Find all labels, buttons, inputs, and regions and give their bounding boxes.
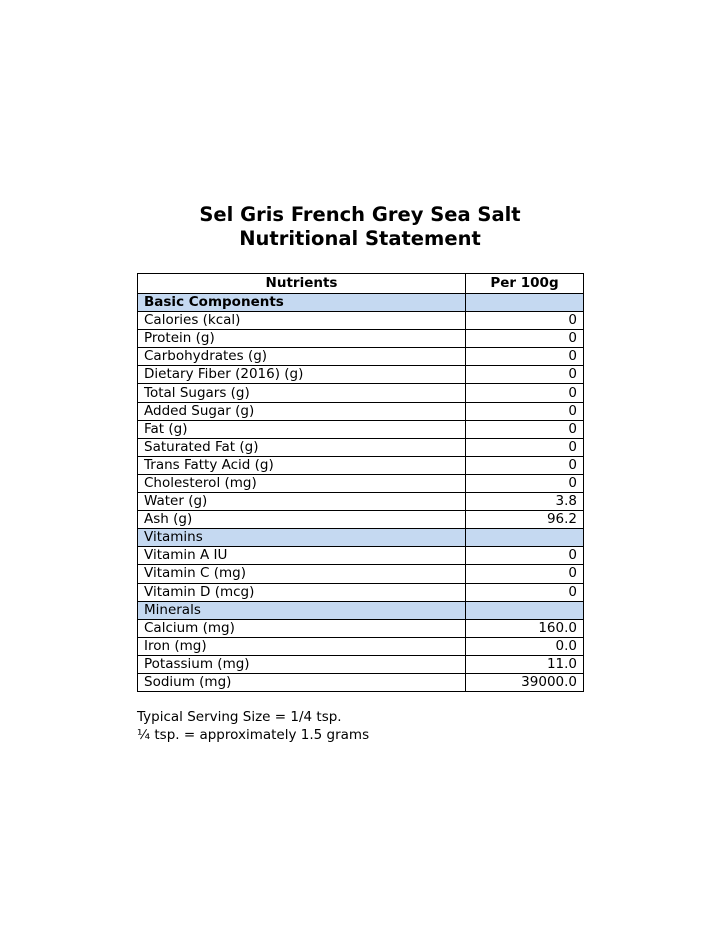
nutrient-value: 0.0: [466, 637, 584, 655]
nutrient-value: 0: [466, 583, 584, 601]
section-row-vitamins: [138, 529, 584, 547]
nutrient-name: Calories (kcal): [138, 312, 466, 330]
section-empty-cell: [466, 529, 584, 547]
nutrient-name: Protein (g): [138, 330, 466, 348]
nutrient-value: 0: [466, 456, 584, 474]
document-subtitle: Nutritional Statement: [239, 227, 481, 250]
table-row: [138, 583, 584, 601]
table-row: [138, 438, 584, 456]
nutrient-value: 0: [466, 402, 584, 420]
nutrient-name: Water (g): [138, 493, 466, 511]
nutrient-name: Added Sugar (g): [138, 402, 466, 420]
nutrient-value: 0: [466, 474, 584, 492]
section-label: Vitamins: [138, 529, 466, 547]
nutrient-name: Total Sugars (g): [138, 384, 466, 402]
table-row: [138, 330, 584, 348]
section-row-minerals: [138, 601, 584, 619]
table-row: [138, 366, 584, 384]
table-row: [138, 493, 584, 511]
nutrient-name: Dietary Fiber (2016) (g): [138, 366, 466, 384]
section-empty-cell: [466, 601, 584, 619]
nutrient-name: Vitamin C (mg): [138, 565, 466, 583]
table-row: [138, 619, 584, 637]
table-row: [138, 673, 584, 691]
document-title: Sel Gris French Grey Sea Salt: [199, 203, 521, 226]
section-label: Minerals: [138, 601, 466, 619]
nutrient-value: 0: [466, 348, 584, 366]
table-row: [138, 474, 584, 492]
table-row: [138, 420, 584, 438]
table-row: [138, 655, 584, 673]
table-row: [138, 384, 584, 402]
table-row: [138, 637, 584, 655]
nutrient-value: 0: [466, 330, 584, 348]
nutrient-name: Potassium (mg): [138, 655, 466, 673]
section-label: Basic Components: [138, 294, 466, 312]
nutrient-name: Fat (g): [138, 420, 466, 438]
table-row: [138, 511, 584, 529]
nutrient-value: 96.2: [466, 511, 584, 529]
nutrient-value: 0: [466, 438, 584, 456]
nutrient-name: Carbohydrates (g): [138, 348, 466, 366]
table-row: [138, 565, 584, 583]
table-row: [138, 547, 584, 565]
nutrient-value: 3.8: [466, 493, 584, 511]
nutrient-value: 0: [466, 420, 584, 438]
table-row: [138, 402, 584, 420]
section-empty-cell: [466, 294, 584, 312]
nutrient-value: 39000.0: [466, 673, 584, 691]
header-per-100g: Per 100g: [466, 274, 584, 294]
table-row: [138, 456, 584, 474]
nutrient-name: Calcium (mg): [138, 619, 466, 637]
nutrient-value: 0: [466, 565, 584, 583]
nutrient-name: Ash (g): [138, 511, 466, 529]
header-nutrients: Nutrients: [138, 274, 466, 294]
nutrient-value: 11.0: [466, 655, 584, 673]
serving-size-note: Typical Serving Size = 1/4 tsp.: [137, 709, 342, 725]
nutrition-table: [137, 273, 584, 692]
nutrient-name: Cholesterol (mg): [138, 474, 466, 492]
section-row-basic-components: [138, 294, 584, 312]
nutrient-name: Trans Fatty Acid (g): [138, 456, 466, 474]
nutrient-value: 0: [466, 547, 584, 565]
nutrient-name: Saturated Fat (g): [138, 438, 466, 456]
table-header-row: [138, 274, 584, 294]
nutrient-name: Vitamin D (mcg): [138, 583, 466, 601]
nutrient-name: Vitamin A IU: [138, 547, 466, 565]
nutrient-value: 160.0: [466, 619, 584, 637]
nutrient-name: Sodium (mg): [138, 673, 466, 691]
table-row: [138, 312, 584, 330]
approx-weight-note: ¼ tsp. = approximately 1.5 grams: [137, 727, 370, 743]
nutrient-name: Iron (mg): [138, 637, 466, 655]
nutrient-value: 0: [466, 384, 584, 402]
nutrient-value: 0: [466, 312, 584, 330]
table-row: [138, 348, 584, 366]
nutrient-value: 0: [466, 366, 584, 384]
